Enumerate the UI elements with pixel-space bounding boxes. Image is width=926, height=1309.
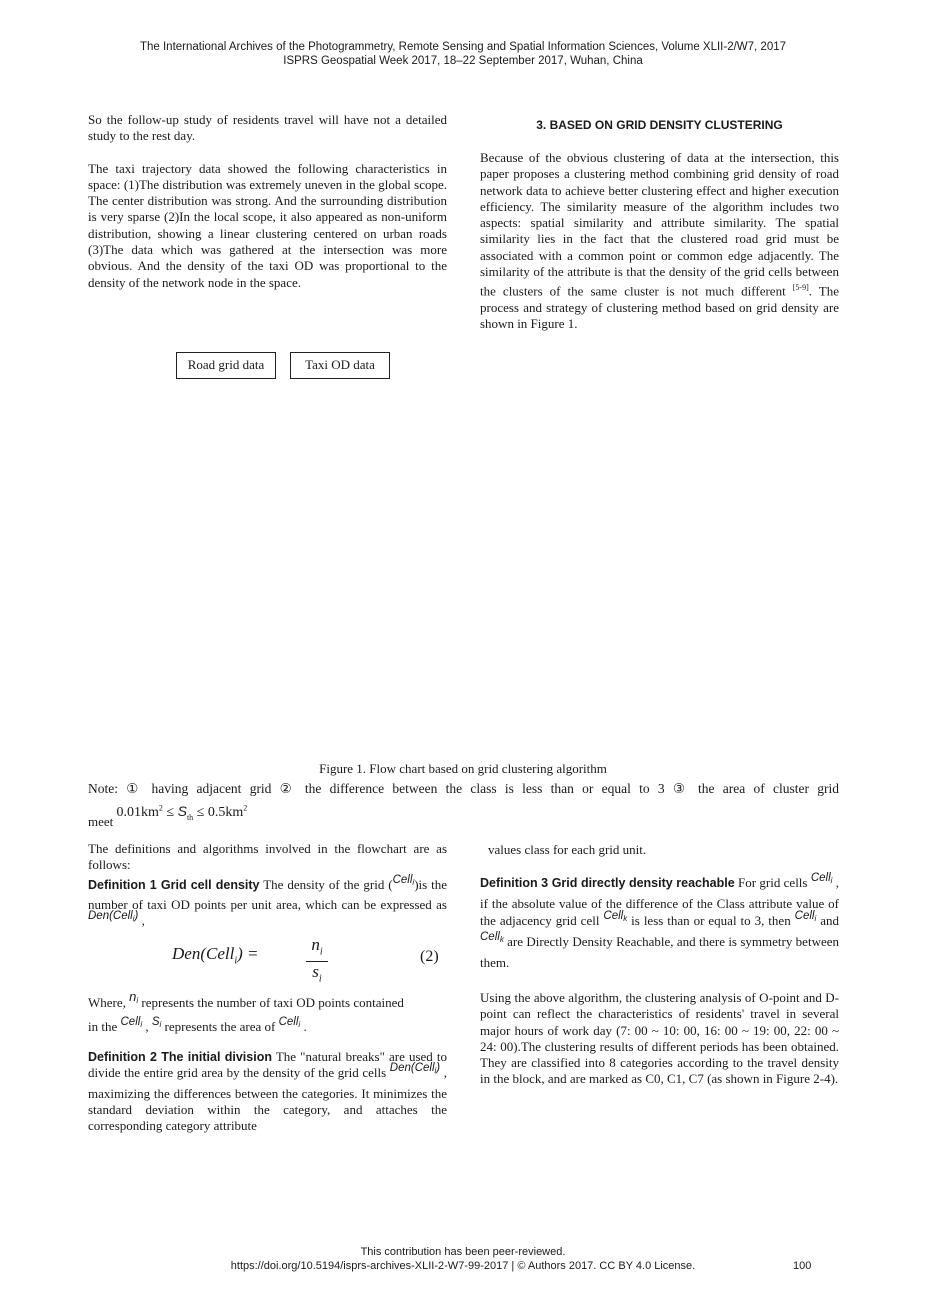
flowchart-box-road-grid: Road grid data: [176, 352, 276, 379]
definition-heading: Definition 2 The initial division: [88, 1050, 272, 1064]
definition-heading: Definition 1 Grid cell density: [88, 877, 260, 892]
definition-3: Definition 3 Grid directly density reachable For grid cells Cell$_i$ , if the absolute value of the difference of the Class attribute value of the adjacency grid cell Cell$_k$ is less than or equal to 3, then Cell$_i$ and Cell$_k$ are Directly Density Reachable, and there is symmetry between them.: [480, 872, 840, 970]
figure-caption: Figure 1. Flow chart based on grid clustering algorithm: [319, 761, 607, 776]
figure-note: Note: ① having adjacent grid ② the difference between the class is less than or equal to 3 ③ the area of cluster grid: [88, 781, 839, 796]
right-column-top: [480, 150, 839, 333]
left-column-bottom: [88, 841, 447, 933]
paragraph: The definitions and algorithms involved in the flowchart are as follows:: [88, 841, 447, 873]
right-column-paragraph: Using the above algorithm, the clustering analysis of O-point and D-point can reflect the characteristics of residents' travel in several major hours of work day (7: 00 ~ 10: 00, 16: 00 ~ 19: 00, 22: 00 ~ 24: 00).The clustering results of different periods has been obtained. They are classified into 8 categories according to the travel density in the block, and are marked as C0, C1, C7 (as shown in Figure 2-4).: [480, 990, 839, 1087]
figure-note-formula: meet $0.01km^2 \le S_{th} \le 0.5km^2$: [88, 802, 248, 829]
paragraph: So the follow-up study of residents travel will have not a detailed study to the rest day.: [88, 112, 447, 144]
footer-peer-review: This contribution has been peer-reviewed.: [360, 1246, 566, 1258]
running-header-line2: ISPRS Geospatial Week 2017, 18–22 September 2017, Wuhan, China: [283, 55, 643, 67]
page-number: 100: [793, 1260, 812, 1272]
where-paragraph: Where, $n_i$ represents the number of taxi OD points contained in the Cell$_i$ , $S_i$ represents the area of Cell$_i$ .: [88, 989, 404, 1035]
equation-number: (2): [420, 948, 439, 965]
running-header-line1: The International Archives of the Photogrammetry, Remote Sensing and Spatial Information Sciences, Volume XLII-2/W7, 2017: [139, 41, 787, 53]
section-heading: 3. BASED ON GRID DENSITY CLUSTERING: [536, 118, 783, 132]
footer-doi: https://doi.org/10.5194/isprs-archives-XLII-2-W7-99-2017 | © Authors 2017. CC BY 4.0 License.: [230, 1260, 696, 1272]
continued-text: values class for each grid unit.: [488, 842, 647, 857]
flowchart-box-taxi-od: Taxi OD data: [290, 352, 390, 379]
paragraph: Because of the obvious clustering of data at the intersection, this paper proposes a clustering method combining grid density of road network data to achieve better clustering effect and higher execution efficiency. The similarity measure of the algorithm includes two aspects: spatial similarity and attribute similarity. The spatial similarity lies in the fact that the clustered road grid must be associated with a common point or common edge adjacently. The similarity of the attribute is that the density of the grid cells between the clusters of the same cluster is not much different [5-9]. The process and strategy of clustering method based on grid density are shown in Figure 1.: [480, 150, 839, 332]
definition-1: Definition 1 Grid cell density The density of the grid (Cell$_i$)is the number of taxi OD points per unit area, which can be expressed as Den(Cell$_i$) ,: [88, 873, 447, 929]
paragraph: The taxi trajectory data showed the following characteristics in space: (1)The distribution was extremely uneven in the global scope. The center distribution was strong. And the surrounding distribution is very sparse (2)In the local scope, it also appeared as non-uniform distribution, showing a linear clustering centered on urban roads (3)The data which was gathered at the intersection was more obvious. And the density of the taxi OD was proportional to the density of the network node in the space.: [88, 160, 447, 290]
citation: [5-9]: [792, 283, 809, 293]
equation-fraction: $n_i$ $s_i$: [306, 936, 328, 990]
left-column-top: [88, 112, 447, 291]
equation-lhs: Den(Cell$_i$) =: [172, 944, 259, 967]
definition-2: Definition 2 The initial division The "natural breaks" are used to divide the entire grid area by the density of the grid cells Den(Cell$_i$) , maximizing the differences between the categories. It minimizes the standard deviation within the category, and attaches the corresponding category attribute: [88, 1049, 447, 1134]
definition-heading: Definition 3 Grid directly density reachable: [480, 876, 735, 890]
